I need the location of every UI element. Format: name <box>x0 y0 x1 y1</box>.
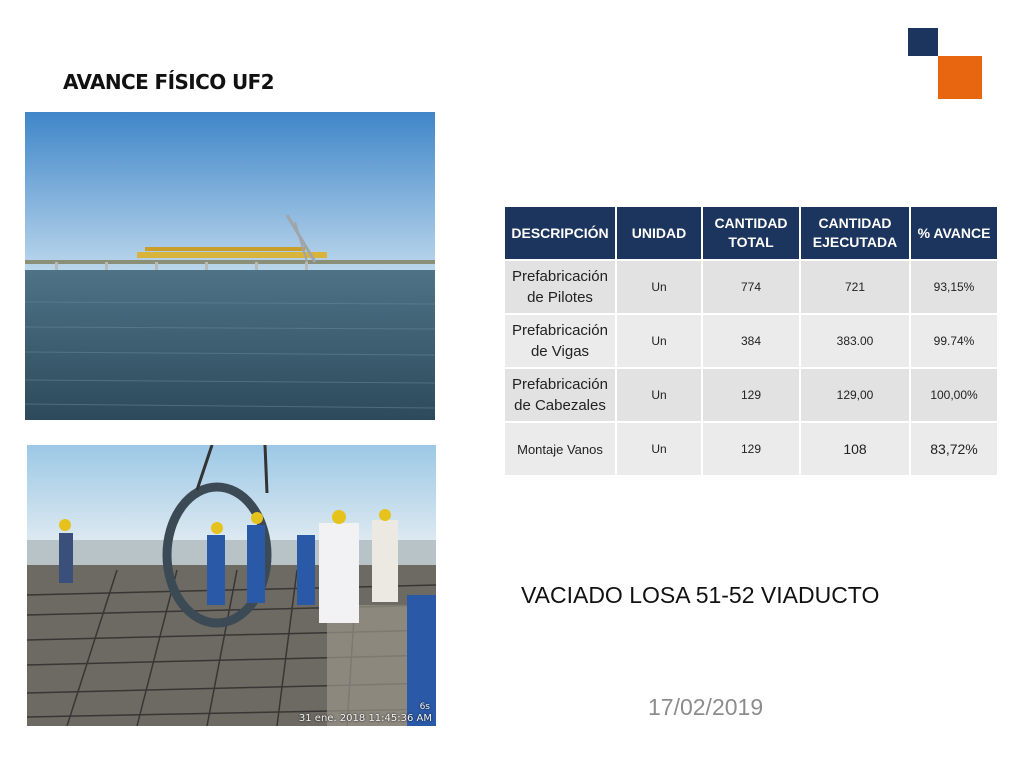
cell-avance: 83,72% <box>911 423 997 475</box>
cell-cantidad-ejecutada: 383.00 <box>801 315 909 367</box>
logo-orange-square <box>938 56 982 99</box>
logo-blue-square <box>908 28 938 56</box>
cell-unidad: Un <box>617 423 701 475</box>
photo-timestamp: 31 ene. 2018 11:45:36 AM <box>298 713 432 724</box>
cell-avance: 100,00% <box>911 369 997 421</box>
slide-date: 17/02/2019 <box>648 694 764 720</box>
cell-cantidad-total: 384 <box>703 315 799 367</box>
cell-unidad: Un <box>617 315 701 367</box>
cell-cantidad-ejecutada: 129,00 <box>801 369 909 421</box>
table-row <box>505 261 997 313</box>
cell-unidad: Un <box>617 261 701 313</box>
cell-unidad: Un <box>617 369 701 421</box>
cell-avance: 93,15% <box>911 261 997 313</box>
bridge-construction-photo <box>25 112 435 420</box>
cell-descripcion: Prefabricación de Cabezales <box>505 369 615 421</box>
header-descripcion: DESCRIPCIÓN <box>505 207 615 259</box>
table-header-row <box>505 207 997 259</box>
header-unidad: UNIDAD <box>617 207 701 259</box>
photo-counter-label: 6s <box>419 702 430 712</box>
photo-caption: VACIADO LOSA 51-52 VIADUCTO <box>521 582 880 608</box>
header-cantidad-total: CANTIDAD TOTAL <box>703 207 799 259</box>
cell-descripcion: Montaje Vanos <box>505 423 615 475</box>
cell-avance: 99.74% <box>911 315 997 367</box>
cell-cantidad-ejecutada: 721 <box>801 261 909 313</box>
cell-descripcion: Prefabricación de Vigas <box>505 315 615 367</box>
table-row <box>505 369 997 421</box>
cell-cantidad-total: 129 <box>703 423 799 475</box>
table-row <box>505 315 997 367</box>
slide-title: AVANCE FÍSICO UF2 <box>63 70 274 94</box>
cell-cantidad-total: 774 <box>703 261 799 313</box>
cell-descripcion: Prefabricación de Pilotes <box>505 261 615 313</box>
header-cantidad-ejecutada: CANTIDAD EJECUTADA <box>801 207 909 259</box>
table-row <box>505 423 997 475</box>
cell-cantidad-ejecutada: 108 <box>801 423 909 475</box>
company-logo <box>908 28 984 100</box>
cell-cantidad-total: 129 <box>703 369 799 421</box>
progress-table <box>503 205 999 477</box>
concrete-pouring-photo <box>27 445 436 726</box>
header-avance: % AVANCE <box>911 207 997 259</box>
